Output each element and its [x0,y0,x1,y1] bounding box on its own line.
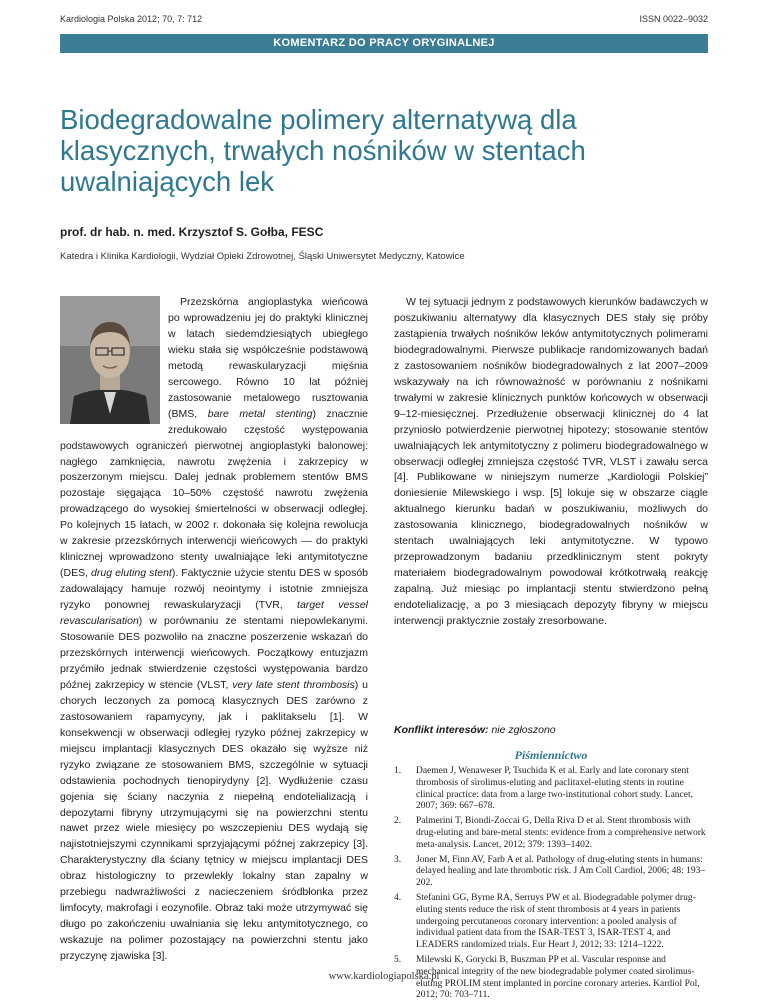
references-list [394,766,708,1005]
title-line: uwalniających lek [60,166,274,197]
title-line: klasycznych, trwałych nośników w stentach [60,135,586,166]
journal-url[interactable]: www.kardiologiapolska.pl [328,971,440,982]
right-column [394,295,708,630]
right-paragraph: W tej sytuacji jednym z podstawowych kierunków badawczych w poszukiwaniu alternatywy dla klasycznych DES stały się próby zastąpienia trwałych nośników leków antymitotycznych polimerami biodegradowalnymi. Pierwsze publikacje randomizowanych badań z zastosowaniem nośników biodegradowalnych z lat 2007–2009 wskazywały na ich równoważność w porównaniu z nośnikami trwałymi w zakresie klinicznych punktów końcowych w obserwacji 9–12-miesięcznej. Przedłużenie obserwacji klinicznej do 4 lat przyniosło potwierdzenie pierwotnej hipotezy; stosowanie stentów uwalniających lek antymitotyczny z polimeru biodegradowalnego w obserwacji odległej zmniejsza częstość TVR, VLST i zawału serca [4]. Publikowane w niniejszym numerze „Kardiologii Polskiej” doniesienie Milewskiego i wsp. [5] lokuje się w obszarze ciągle aktualnego kierunku badań w poszukiwaniu, możliwych do zastosowania klinicznego, biodegradowalnych nośników w stentach uwalniających leki antymitotyczne. W typowo przeprowadzonym badaniu przedklinicznym stent pokryty materiałem biodegradowalnym powodował krótkotrwałą reakcję zapalną. Już miesiąc po implantacji stentu stwierdzono pełną endotelializację, a po 3 miesiącach depozyty fibryny w miejscu interwencji praktycznie zostały zresorbowane. [394,296,708,628]
left-column [60,295,368,965]
author: prof. dr hab. n. med. Krzysztof S. Gołba, FESC [60,225,324,239]
conflict-of-interest: Konflikt interesów: nie zgłoszono [394,724,556,736]
title-line: Biodegradowalne polimery alternatywą dla [60,104,577,135]
reference-item: 4. Stefanini GG, Byrne RA, Serruys PW et al. Biodegradable polymer drug-eluting stents reduce the risk of stent thrombosis at 4 years in patients undergoing percutaneous coronary intervention: a pooled analysis of individual patient data from the ISAR-TEST 3, ISAR-TEST 4, and LEADERS randomized trials. Eur Heart J, 2012; 33: 1214–1222. [394,892,696,951]
reference-item: 1. Daemen J, Wenaweser P, Tsuchida K et al. Early and late coronary stent thrombosis of sirolimus-eluting and paclitaxel-eluting stents in routine clinical practice: data from a large two-institutional cohort study. Lancet, 2007; 369: 667–678. [394,766,693,812]
reference-item: 5. Milewski K, Gorycki B, Buszman PP et al. Vascular response and mechanical integrity of the new biodegradable polymer coated sirolimus-eluting PROLIM stent implanted in porcine coronary arteries. Kardiol Pol, 2012; 70: 703–711. [394,954,700,1001]
left-paragraph: Przezskórna angioplastyka wieńcowa po wprowadzeniu jej do praktyki klinicznej w latach siedemdziesiątych ubiegłego wieku stała się współcześnie podstawową metodą rewaskularyzacji mięśnia sercowego. Równo 10 lat później zastosowanie metalowego rusztowania (BMS, bare metal stenting) znacznie zredukowało częstość występowania podstawowych ograniczeń pierwotnej angioplastyki balonowej: nagłego zamknięcia, nawrotu zwężenia i zakrzepicy w poszerzonym miejscu. Dalej jednak problemem stentów BMS pozostaje sięgająca 10–50% częstość nawrotu zwężenia prowadzącego do wysokiej śmiertelności w obserwacji odległej. Po kolejnych 15 latach, w 2002 r. dokonała się kolejna rewolucja w zakresie przezskórnych interwencji wieńcowych — do praktyki klinicznej wprowadzono stenty uwalniające leki antymitotyczne (DES, drug eluting stent). Faktycznie użycie stentu DES w sposób zadowalający hamuje rozwój neointymy i istotnie zmniejsza ryzyko ponownej rewaskularyzacji (TVR, target vessel revascularisation) w porównaniu ze stentami niepowlekanymi. Stosowanie DES pozwoliło na znaczne poszerzenie wskazań do przezskórnych interwencji wieńcowych. Początkowy entuzjazm przyćmiło jednak stwierdzenie częstości występowania bardzo późnej zakrzepicy w stencie (VLST, very late stent thrombosis) u chorych leczonych za pomocą klasycznych DES zarówno z zastosowaniem rapamycyny, jak i paklitakselu [1]. W konsekwencji w obserwacji odległej ryzyko późnej zakrzepicy w miejscu implantacji klasycznych DES okazało się wyższe niż ryzyko związane ze stosowaniem BMS, szczególnie w sytuacji odstawienia pochodnych tienopirydyny [2]. Wydłużenie czasu gojenia się ściany naczynia z niepełną endotelializacją i depozytami fibryny utrzymującymi się na powierzchni stentu nawet przez wiele miesięcy po wszczepieniu DES wydają się najistotniejszymi czynnikami sprzyjającymi późnej zakrzepicy [3]. Charakterystyczny dla ściany tętnicy w miejscu implantacji DES obraz histologiczny to przewlekły lokalny stan zapalny w przebiegu nadwrażliwości z nacieczeniem śródbłonka przez limfocyty, makrofagi i eozynofile. Obraz taki może utrzymywać się długo po zakończeniu uwalniania się leku antymitotycznego, co wskazuje na polimer pozostający na powierzchni stentu jako przyczynę zjawiska [3]. [60,296,369,963]
section-banner: KOMENTARZ DO PRACY ORYGINALNEJ [60,34,708,53]
reference-item: 2. Palmerini T, Biondi-Zoccai G, Della Riva D et al. Stent thrombosis with drug-eluting and bare-metal stents: evidence from a comprehensive network meta-analysis. Lancet, 2012; 379: 1393–1402. [394,816,706,850]
references-heading: Piśmiennictwo [514,748,588,762]
article-title [60,104,700,197]
issn: ISSN 0022–9032 [639,14,708,24]
affiliation: Katedra i Klinika Kardiologii, Wydział Opieki Zdrowotnej, Śląski Uniwersytet Medyczny, Katowice [60,251,465,262]
reference-item: 3. Joner M, Finn AV, Farb A et al. Pathology of drug-eluting stents in humans: delayed healing and late thrombotic risk. J Am Coll Cardiol, 2006; 48: 193–202. [394,854,706,889]
journal-citation: Kardiologia Polska 2012; 70, 7: 712 [60,14,203,24]
